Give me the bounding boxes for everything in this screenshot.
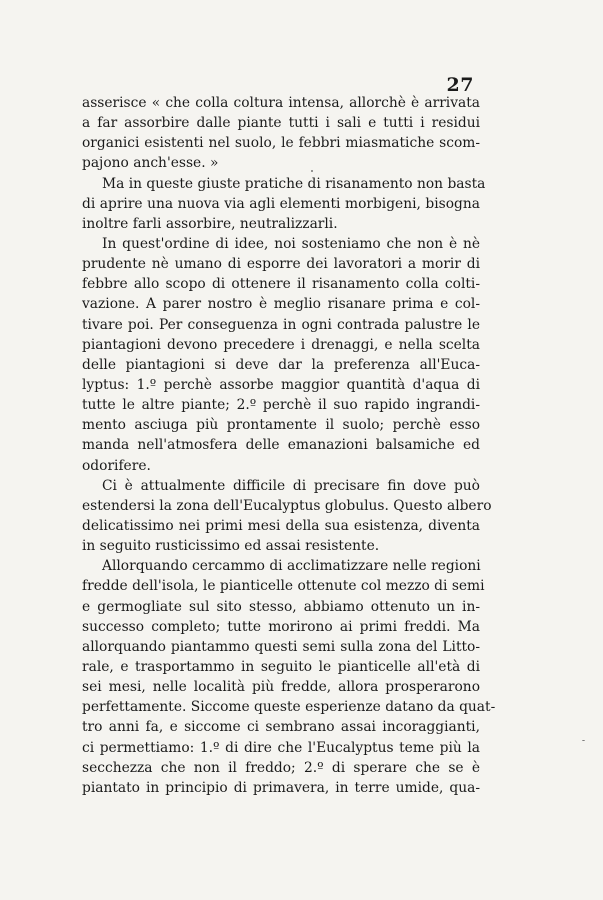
text-line: odorifere. <box>82 457 151 474</box>
body-text <box>82 93 496 798</box>
text-line: asserisce « che colla coltura intensa, allorchè è arrivata <box>82 95 480 111</box>
text-line: a far assorbire dalle piante tutti i sali e tutti i residui <box>82 115 480 132</box>
text-line: perfettamente. Siccome queste esperienze datano da quat- <box>82 699 496 716</box>
text-line: manda nell'atmosfera delle emanazioni balsamiche ed <box>82 437 480 454</box>
text-line: fredde dell'isola, le pianticelle ottenute col mezzo di semi <box>82 578 485 595</box>
text-line: inoltre farli assorbire, neutralizzarli. <box>82 215 338 232</box>
text-line: tivare poi. Per conseguenza in ogni contrada palustre le <box>82 316 480 333</box>
text-line: pajono anch'esse. » <box>82 155 219 172</box>
text-line: tutte le altre piante; 2.º perchè il suo rapido ingrandi- <box>82 397 480 414</box>
text-line: sei mesi, nelle località più fredde, allora prosperarono <box>82 679 480 696</box>
text-line: mento asciuga più prontamente il suolo; perchè esso <box>82 417 480 434</box>
text-line: delicatissimo nei primi mesi della sua esistenza, diventa <box>82 517 480 534</box>
text-line: prudente nè umano di esporre dei lavoratori a morir di <box>82 256 480 273</box>
text-line: allorquando piantammo questi semi sulla zona del Litto- <box>82 638 480 655</box>
text-line: estendersi la zona dell'Eucalyptus globulus. Questo albero <box>82 497 492 514</box>
paper-speck <box>582 740 585 741</box>
text-line: Ci è attualmente difficile di precisare fin dove può <box>102 477 480 494</box>
text-line: tro anni fa, e siccome ci sembrano assai incoraggianti, <box>82 719 480 736</box>
text-line: secchezza che non il freddo; 2.º di sperare che se è <box>82 759 480 776</box>
text-line: organici esistenti nel suolo, le febbri miasmatiche scom- <box>82 135 480 152</box>
text-line: Allorquando cercammo di acclimatizzare nelle regioni <box>102 558 481 575</box>
text-line: ci permettiamo: 1.º di dire che l'Eucalyptus teme più la <box>82 739 480 756</box>
text-line: delle piantagioni si deve dar la preferenza all'Euca- <box>82 356 480 373</box>
text-line: in seguito rusticissimo ed assai resistente. <box>82 538 380 555</box>
text-line: successo completo; tutte morirono ai primi freddi. Ma <box>82 618 480 635</box>
text-line: di aprire una nuova via agli elementi morbigeni, bisogna <box>82 195 480 212</box>
text-line: rale, e trasportammo in seguito le pianticelle all'età di <box>82 658 480 675</box>
text-line: lyptus: 1.º perchè assorbe maggior quantità d'aqua di <box>82 376 480 393</box>
text-line: vazione. A parer nostro è meglio risanare prima e col- <box>82 296 480 313</box>
text-line: Ma in queste giuste pratiche di risanamento non basta <box>102 175 486 192</box>
text-line: In quest'ordine di idee, noi sosteniamo che non è nè <box>102 235 480 252</box>
text-line: piantato in principio di primavera, in terre umide, qua- <box>82 779 480 796</box>
page-number: 27 <box>446 74 474 96</box>
text-line: piantagioni devono precedere i drenaggi, e nella scelta <box>82 336 480 353</box>
paper-speck <box>311 170 313 172</box>
text-line: febbre allo scopo di ottenere il risanamento colla colti- <box>82 276 480 293</box>
text-line: e germogliate sul sito stesso, abbiamo ottenuto un in- <box>82 598 480 615</box>
